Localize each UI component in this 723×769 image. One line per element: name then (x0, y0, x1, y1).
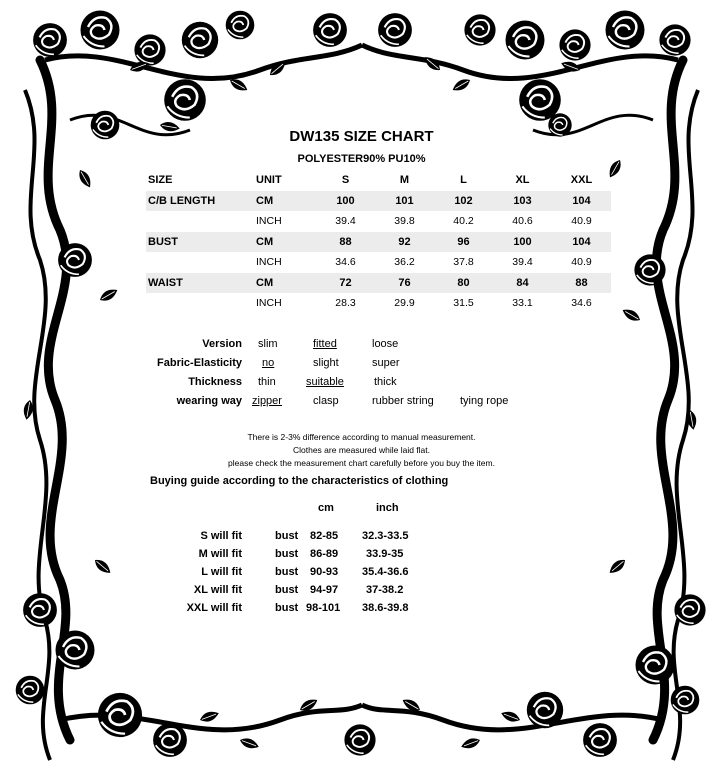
value-cell: 104 (552, 191, 611, 212)
buying-guide-title: Buying guide according to the characteristics of clothing (150, 475, 449, 487)
header-cell: SIZE (148, 174, 173, 187)
value-cell: 34.6 (571, 297, 592, 310)
row-label (146, 252, 256, 273)
unit-cell: INCH (256, 256, 282, 269)
guide-cm: 98-101 (306, 602, 341, 614)
header-cell: L (460, 174, 467, 187)
unit-cell: INCH (256, 215, 282, 228)
value-cell: 92 (375, 232, 434, 253)
value-cell: 40.9 (571, 256, 592, 269)
unit-cell: CM (256, 191, 316, 212)
value-cell: 28.3 (335, 297, 356, 310)
attribute-label-version: Version (202, 338, 242, 350)
guide-cm: 90-93 (310, 566, 339, 578)
attribute-option: thin (258, 376, 276, 388)
guide-col-inch: inch (376, 502, 399, 514)
value-cell: 80 (434, 273, 493, 294)
value-cell: 96 (434, 232, 493, 253)
value-cell: 36.2 (394, 256, 415, 269)
row-label: WAIST (146, 273, 256, 294)
measurement-note: Clothes are measured while laid flat. (292, 445, 430, 455)
attribute-option: thick (374, 376, 397, 388)
guide-size: XXL will fit (186, 602, 242, 614)
table-row (146, 293, 611, 314)
value-cell: 88 (552, 273, 611, 294)
attribute-option: tying rope (460, 395, 509, 407)
value-cell: 102 (434, 191, 493, 212)
value-cell: 29.9 (394, 297, 415, 310)
unit-cell: CM (256, 273, 316, 294)
unit-cell: CM (256, 232, 316, 253)
value-cell: 40.2 (453, 215, 474, 228)
attribute-label-elasticity: Fabric-Elasticity (157, 357, 242, 369)
value-cell: 37.8 (453, 256, 474, 269)
guide-inch: 37-38.2 (366, 584, 404, 596)
attribute-option: loose (372, 338, 399, 350)
guide-part: bust (275, 602, 299, 614)
value-cell: 101 (375, 191, 434, 212)
value-cell: 31.5 (453, 297, 474, 310)
value-cell: 39.4 (512, 256, 533, 269)
attribute-option: rubber string (372, 395, 434, 407)
guide-col-cm: cm (318, 502, 334, 514)
row-label: C/B LENGTH (146, 191, 256, 212)
guide-size: S will fit (200, 530, 242, 542)
table-row (146, 273, 611, 294)
measurement-note: There is 2-3% difference according to manual measurement. (247, 432, 476, 442)
guide-inch: 38.6-39.8 (362, 602, 409, 614)
guide-size: L will fit (201, 566, 242, 578)
header-cell: S (341, 174, 350, 187)
attribute-label-wearing-way: wearing way (176, 395, 242, 407)
guide-size: XL will fit (193, 584, 242, 596)
value-cell: 84 (493, 273, 552, 294)
attribute-option: slight (313, 357, 339, 369)
value-cell: 100 (493, 232, 552, 253)
value-cell: 39.4 (335, 215, 356, 228)
guide-cm: 82-85 (310, 530, 339, 542)
measurement-note: please check the measurement chart carefully before you buy the item. (228, 458, 495, 468)
guide-cm: 94-97 (310, 584, 339, 596)
unit-cell: INCH (256, 297, 282, 310)
value-cell: 100 (316, 191, 375, 212)
row-label: BUST (146, 232, 256, 253)
guide-part: bust (275, 530, 299, 542)
attribute-option-selected: fitted (313, 338, 337, 350)
header-cell: M (399, 174, 410, 187)
guide-inch: 32.3-33.5 (362, 530, 409, 542)
material-composition: POLYESTER90% PU10% (297, 153, 426, 165)
attribute-option-selected: suitable (306, 376, 344, 388)
value-cell: 76 (375, 273, 434, 294)
guide-part: bust (275, 548, 299, 560)
size-table-header-row (146, 170, 611, 191)
header-cell: XXL (570, 174, 593, 187)
table-row (146, 252, 611, 273)
guide-part: bust (275, 584, 299, 596)
value-cell: 33.1 (512, 297, 533, 310)
guide-inch: 35.4-36.6 (362, 566, 409, 578)
row-label (146, 211, 256, 232)
guide-size: M will fit (198, 548, 242, 560)
table-row (146, 232, 611, 253)
value-cell: 103 (493, 191, 552, 212)
attribute-option-selected: no (262, 357, 275, 369)
attribute-option: clasp (313, 395, 339, 407)
attribute-option: slim (258, 338, 278, 350)
value-cell: 88 (316, 232, 375, 253)
value-cell: 72 (316, 273, 375, 294)
guide-cm: 86-89 (310, 548, 339, 560)
attribute-option: super (372, 357, 400, 369)
value-cell: 40.6 (512, 215, 533, 228)
guide-inch: 33.9-35 (366, 548, 404, 560)
guide-part: bust (275, 566, 299, 578)
attribute-option-selected: zipper (252, 395, 282, 407)
value-cell: 104 (552, 232, 611, 253)
value-cell: 39.8 (394, 215, 415, 228)
value-cell: 40.9 (571, 215, 592, 228)
header-cell: UNIT (256, 174, 282, 187)
header-cell: XL (515, 174, 530, 187)
page-title: DW135 SIZE CHART (289, 128, 434, 145)
table-row (146, 211, 611, 232)
table-row (146, 191, 611, 212)
row-label (146, 293, 256, 314)
size-table (146, 170, 611, 314)
attribute-label-thickness: Thickness (188, 376, 242, 388)
value-cell: 34.6 (335, 256, 356, 269)
